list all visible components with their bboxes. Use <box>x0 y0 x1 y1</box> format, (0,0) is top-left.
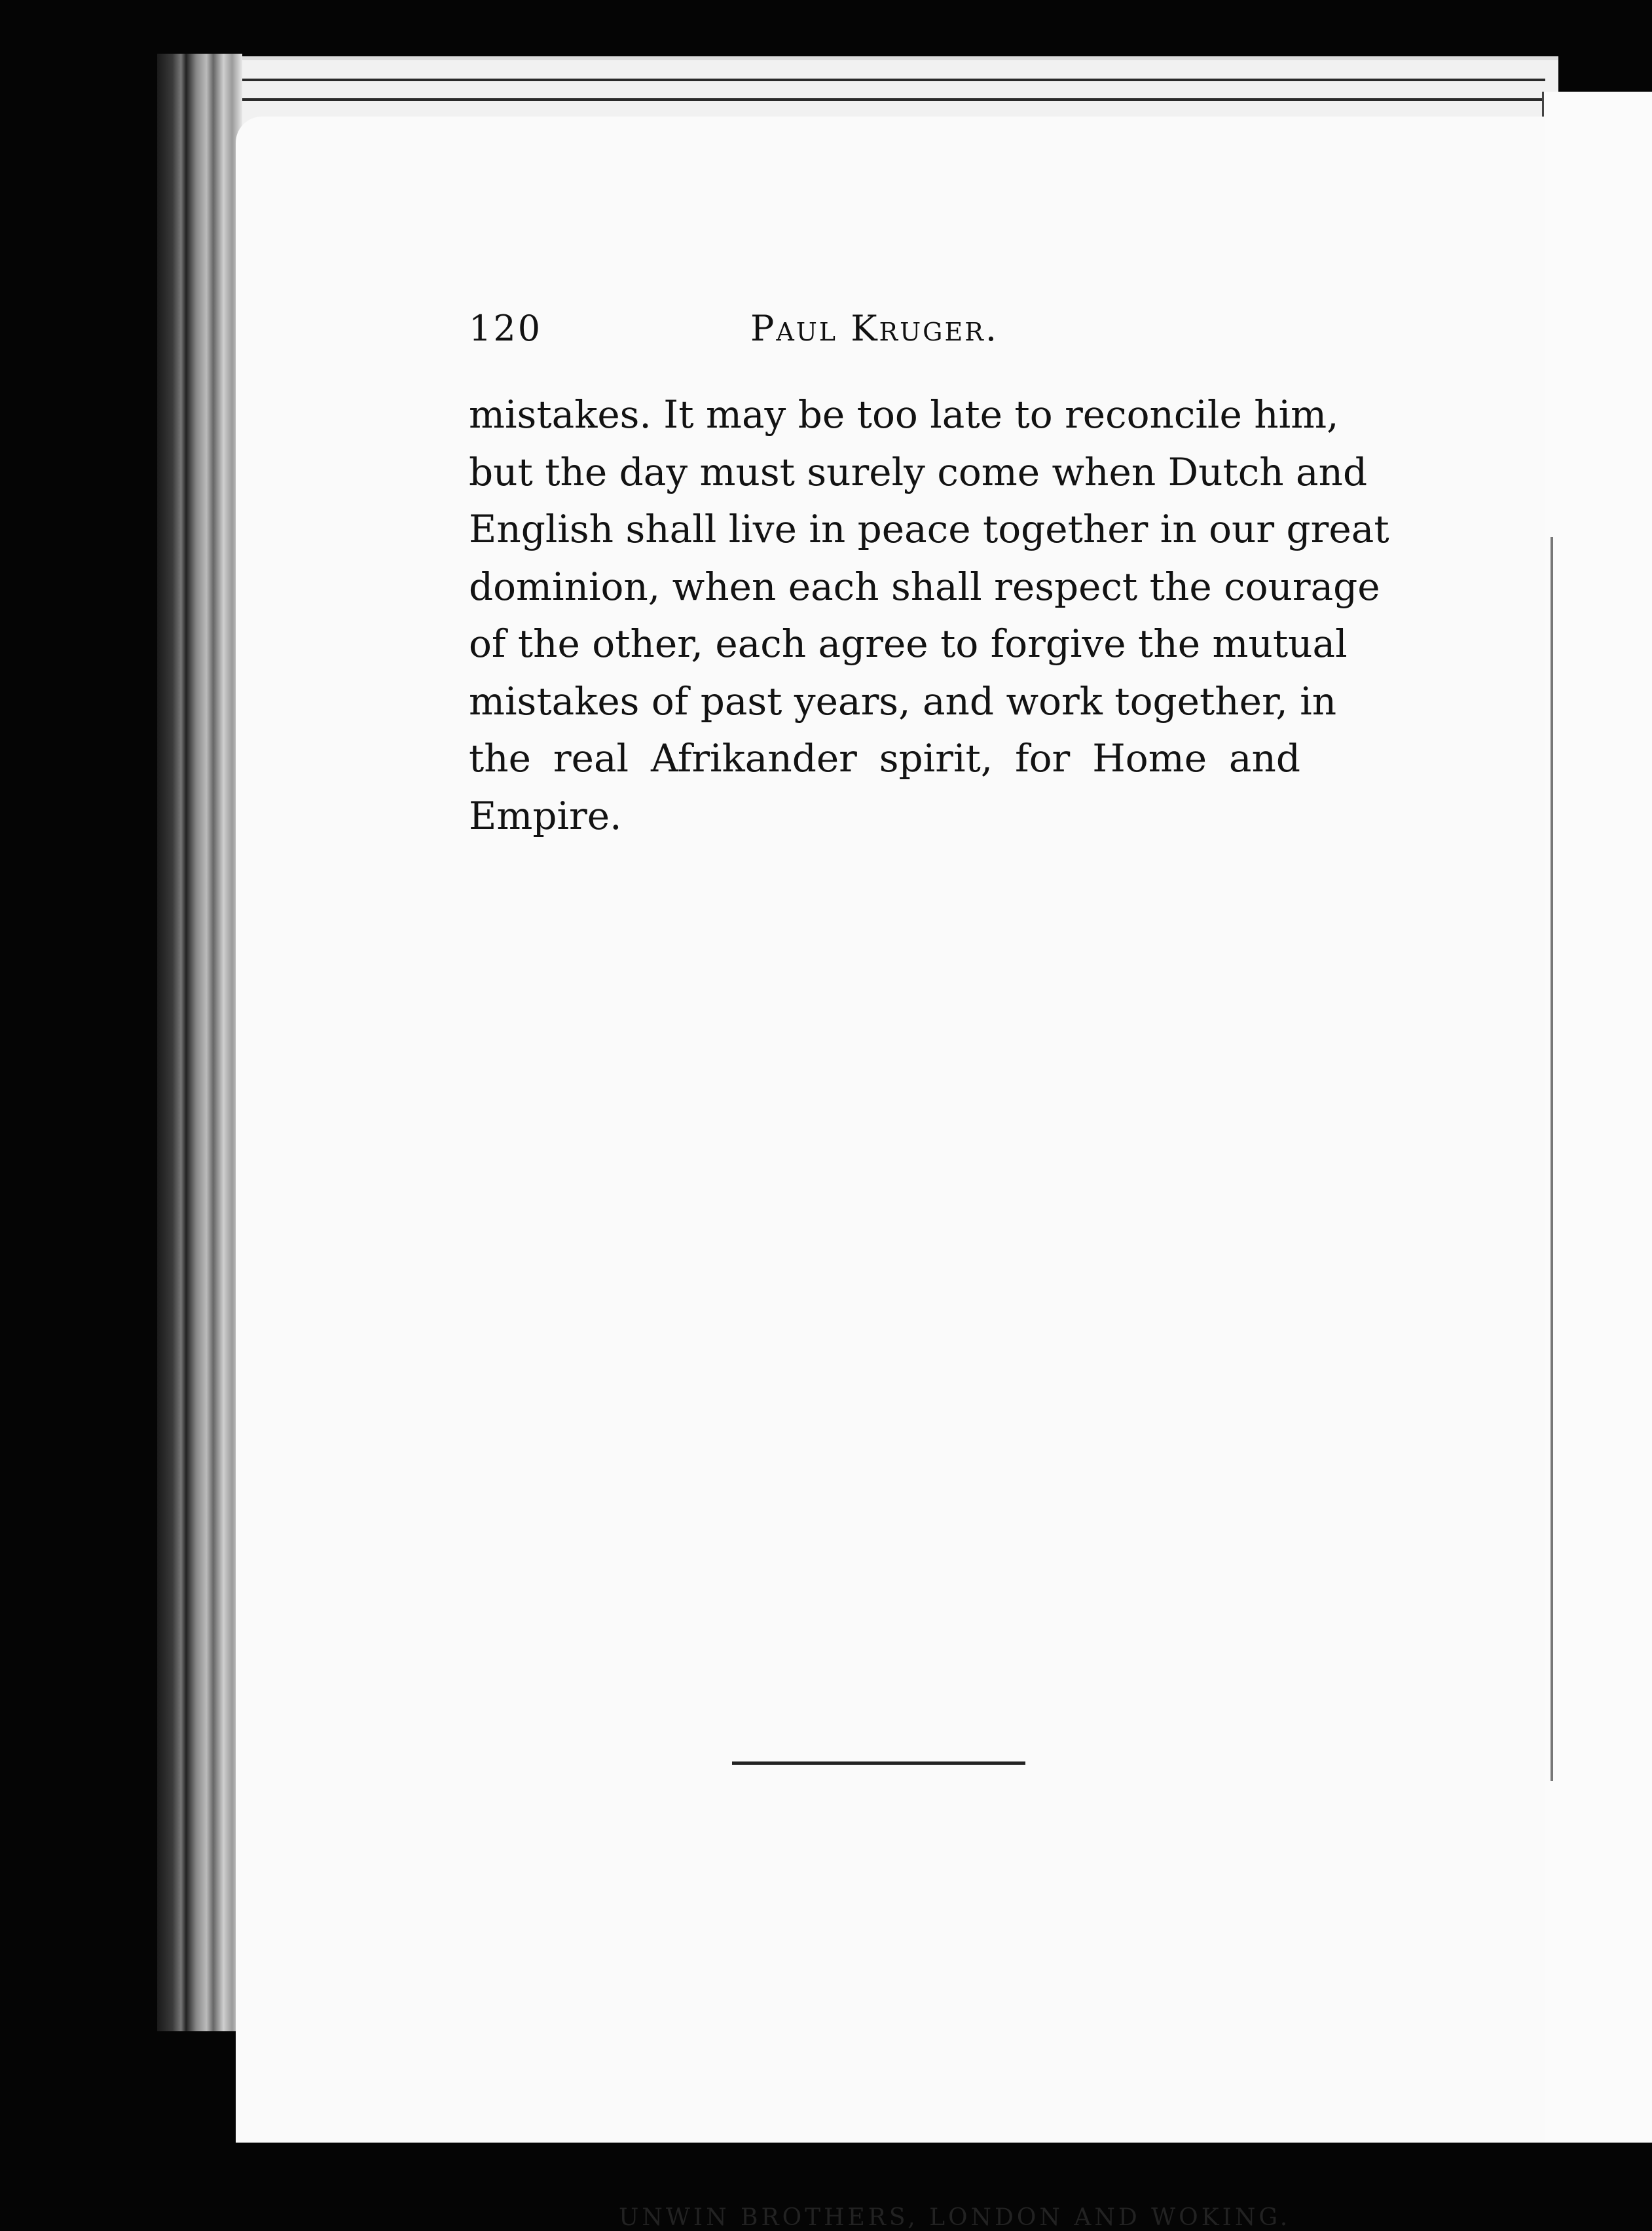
page-stack-line <box>242 79 1545 81</box>
facing-page-fold <box>1551 537 1573 1781</box>
running-title: Paul Kruger. <box>750 308 999 349</box>
text-line: the real Afrikander spirit, for Home and <box>469 736 1300 781</box>
text-line: English shall live in peace together in our great <box>469 507 1389 551</box>
text-line: of the other, each agree to forgive the mutual <box>469 621 1348 666</box>
text-line: mistakes of past years, and work together, in <box>469 678 1337 724</box>
book-spine-edge <box>157 54 242 2031</box>
footer-rule <box>732 1761 1025 1765</box>
text-line: mistakes. It may be too late to reconcile him, <box>469 392 1339 437</box>
text-line: but the day must surely come when Dutch and <box>469 449 1368 494</box>
page-header <box>469 308 1300 360</box>
printer-imprint: UNWIN BROTHERS, LONDON AND WOKING. <box>619 2204 1291 2231</box>
page-stack-top <box>242 56 1558 126</box>
text-line: dominion, when each shall respect the courage <box>469 564 1380 609</box>
page-stack-line <box>242 98 1545 101</box>
text-line: Empire. <box>469 793 622 838</box>
page-number: 120 <box>469 308 543 349</box>
body-text <box>469 386 1389 845</box>
